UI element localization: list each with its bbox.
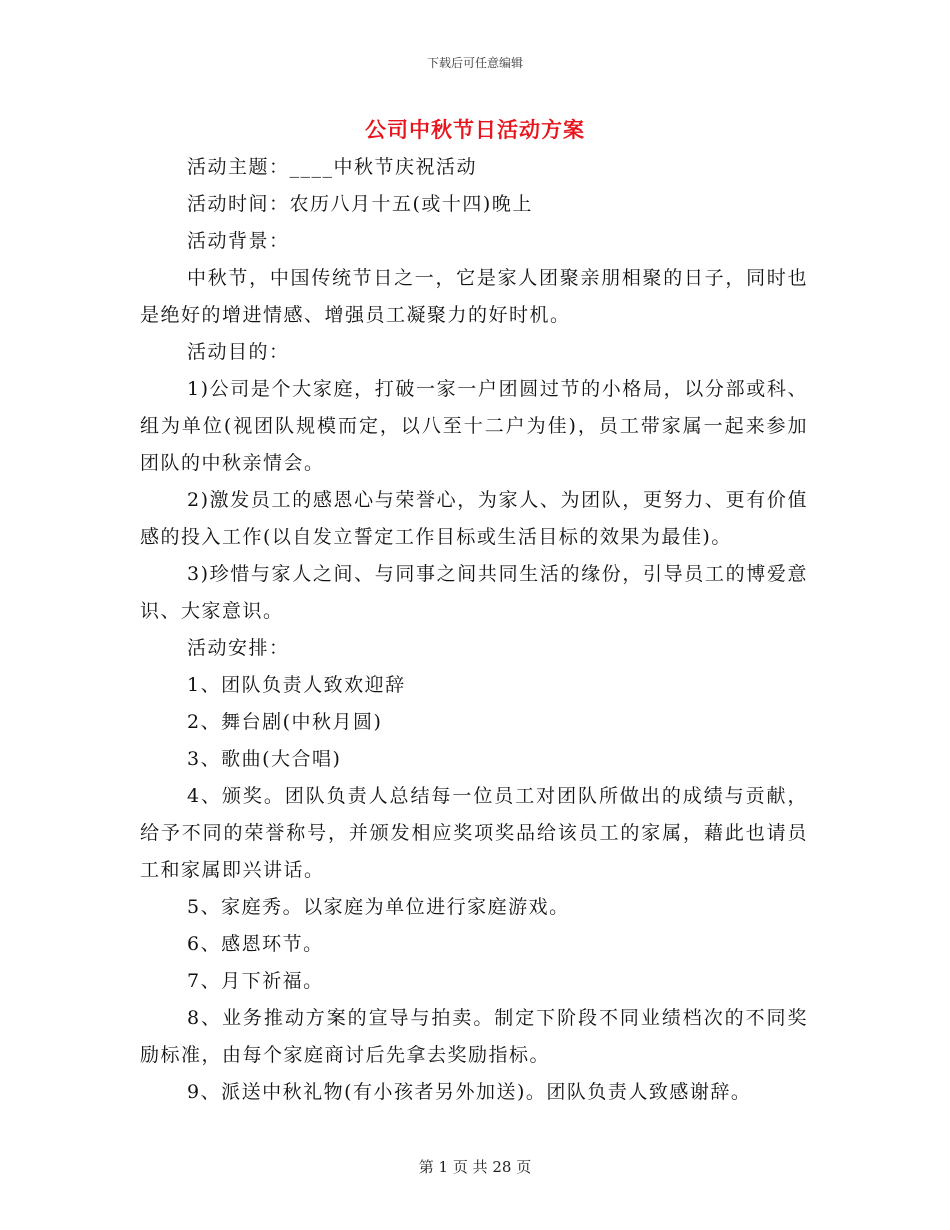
- arrangement-item-8: 8、业务推动方案的宣导与拍卖。制定下阶段不同业绩档次的不同奖励标准，由每个家庭商讨后先拿去奖励指标。: [140, 1007, 808, 1066]
- paragraph-purpose-2: 2)激发员工的感恩心与荣誉心，为家人、为团队，更努力、更有价值感的投入工作(以自发立誓定工作目标或生活目标的效果为最佳)。: [140, 489, 808, 548]
- header-note: 下载后可任意编辑: [426, 56, 523, 70]
- arrangement-item-6: 6、感恩环节。: [187, 933, 324, 955]
- arrangement-item-7: 7、月下祈福。: [187, 970, 324, 992]
- paragraph-time: 活动时间：农历八月十五(或十四)晚上: [187, 193, 533, 215]
- paragraph-theme: 活动主题：____中秋节庆祝活动: [187, 156, 478, 178]
- heading-purpose: 活动目的：: [187, 341, 290, 363]
- paragraph-purpose-1: 1)公司是个大家庭，打破一家一户团圆过节的小格局，以分部或科、组为单位(视团队规模而定，以八至十二户为佳)，员工带家属一起来参加团队的中秋亲情会。: [140, 378, 808, 474]
- arrangement-item-9: 9、派送中秋礼物(有小孩者另外加送)。团队负责人致感谢辞。: [187, 1081, 752, 1103]
- heading-arrangement: 活动安排：: [187, 637, 290, 659]
- arrangement-item-2: 2、舞台剧(中秋月圆): [187, 711, 383, 733]
- document-body: [140, 149, 808, 1111]
- arrangement-item-1: 1、团队负责人致欢迎辞: [187, 674, 406, 696]
- arrangement-item-5: 5、家庭秀。以家庭为单位进行家庭游戏。: [187, 896, 570, 918]
- page-number: 第 1 页 共 28 页: [418, 1158, 532, 1176]
- arrangement-item-4: 4、颁奖。团队负责人总结每一位员工对团队所做出的成绩与贡献，给予不同的荣誉称号，并颁发相应奖项奖品给该员工的家属，藉此也请员工和家属即兴讲话。: [140, 785, 808, 881]
- document-title: 公司中秋节日活动方案: [365, 117, 585, 142]
- paragraph-background: 中秋节，中国传统节日之一，它是家人团聚亲朋相聚的日子，同时也是绝好的增进情感、增强员工凝聚力的好时机。: [140, 267, 808, 326]
- paragraph-purpose-3: 3)珍惜与家人之间、与同事之间共同生活的缘份，引导员工的博爱意识、大家意识。: [140, 563, 808, 622]
- arrangement-item-3: 3、歌曲(大合唱): [187, 748, 342, 770]
- heading-background: 活动背景：: [187, 230, 290, 252]
